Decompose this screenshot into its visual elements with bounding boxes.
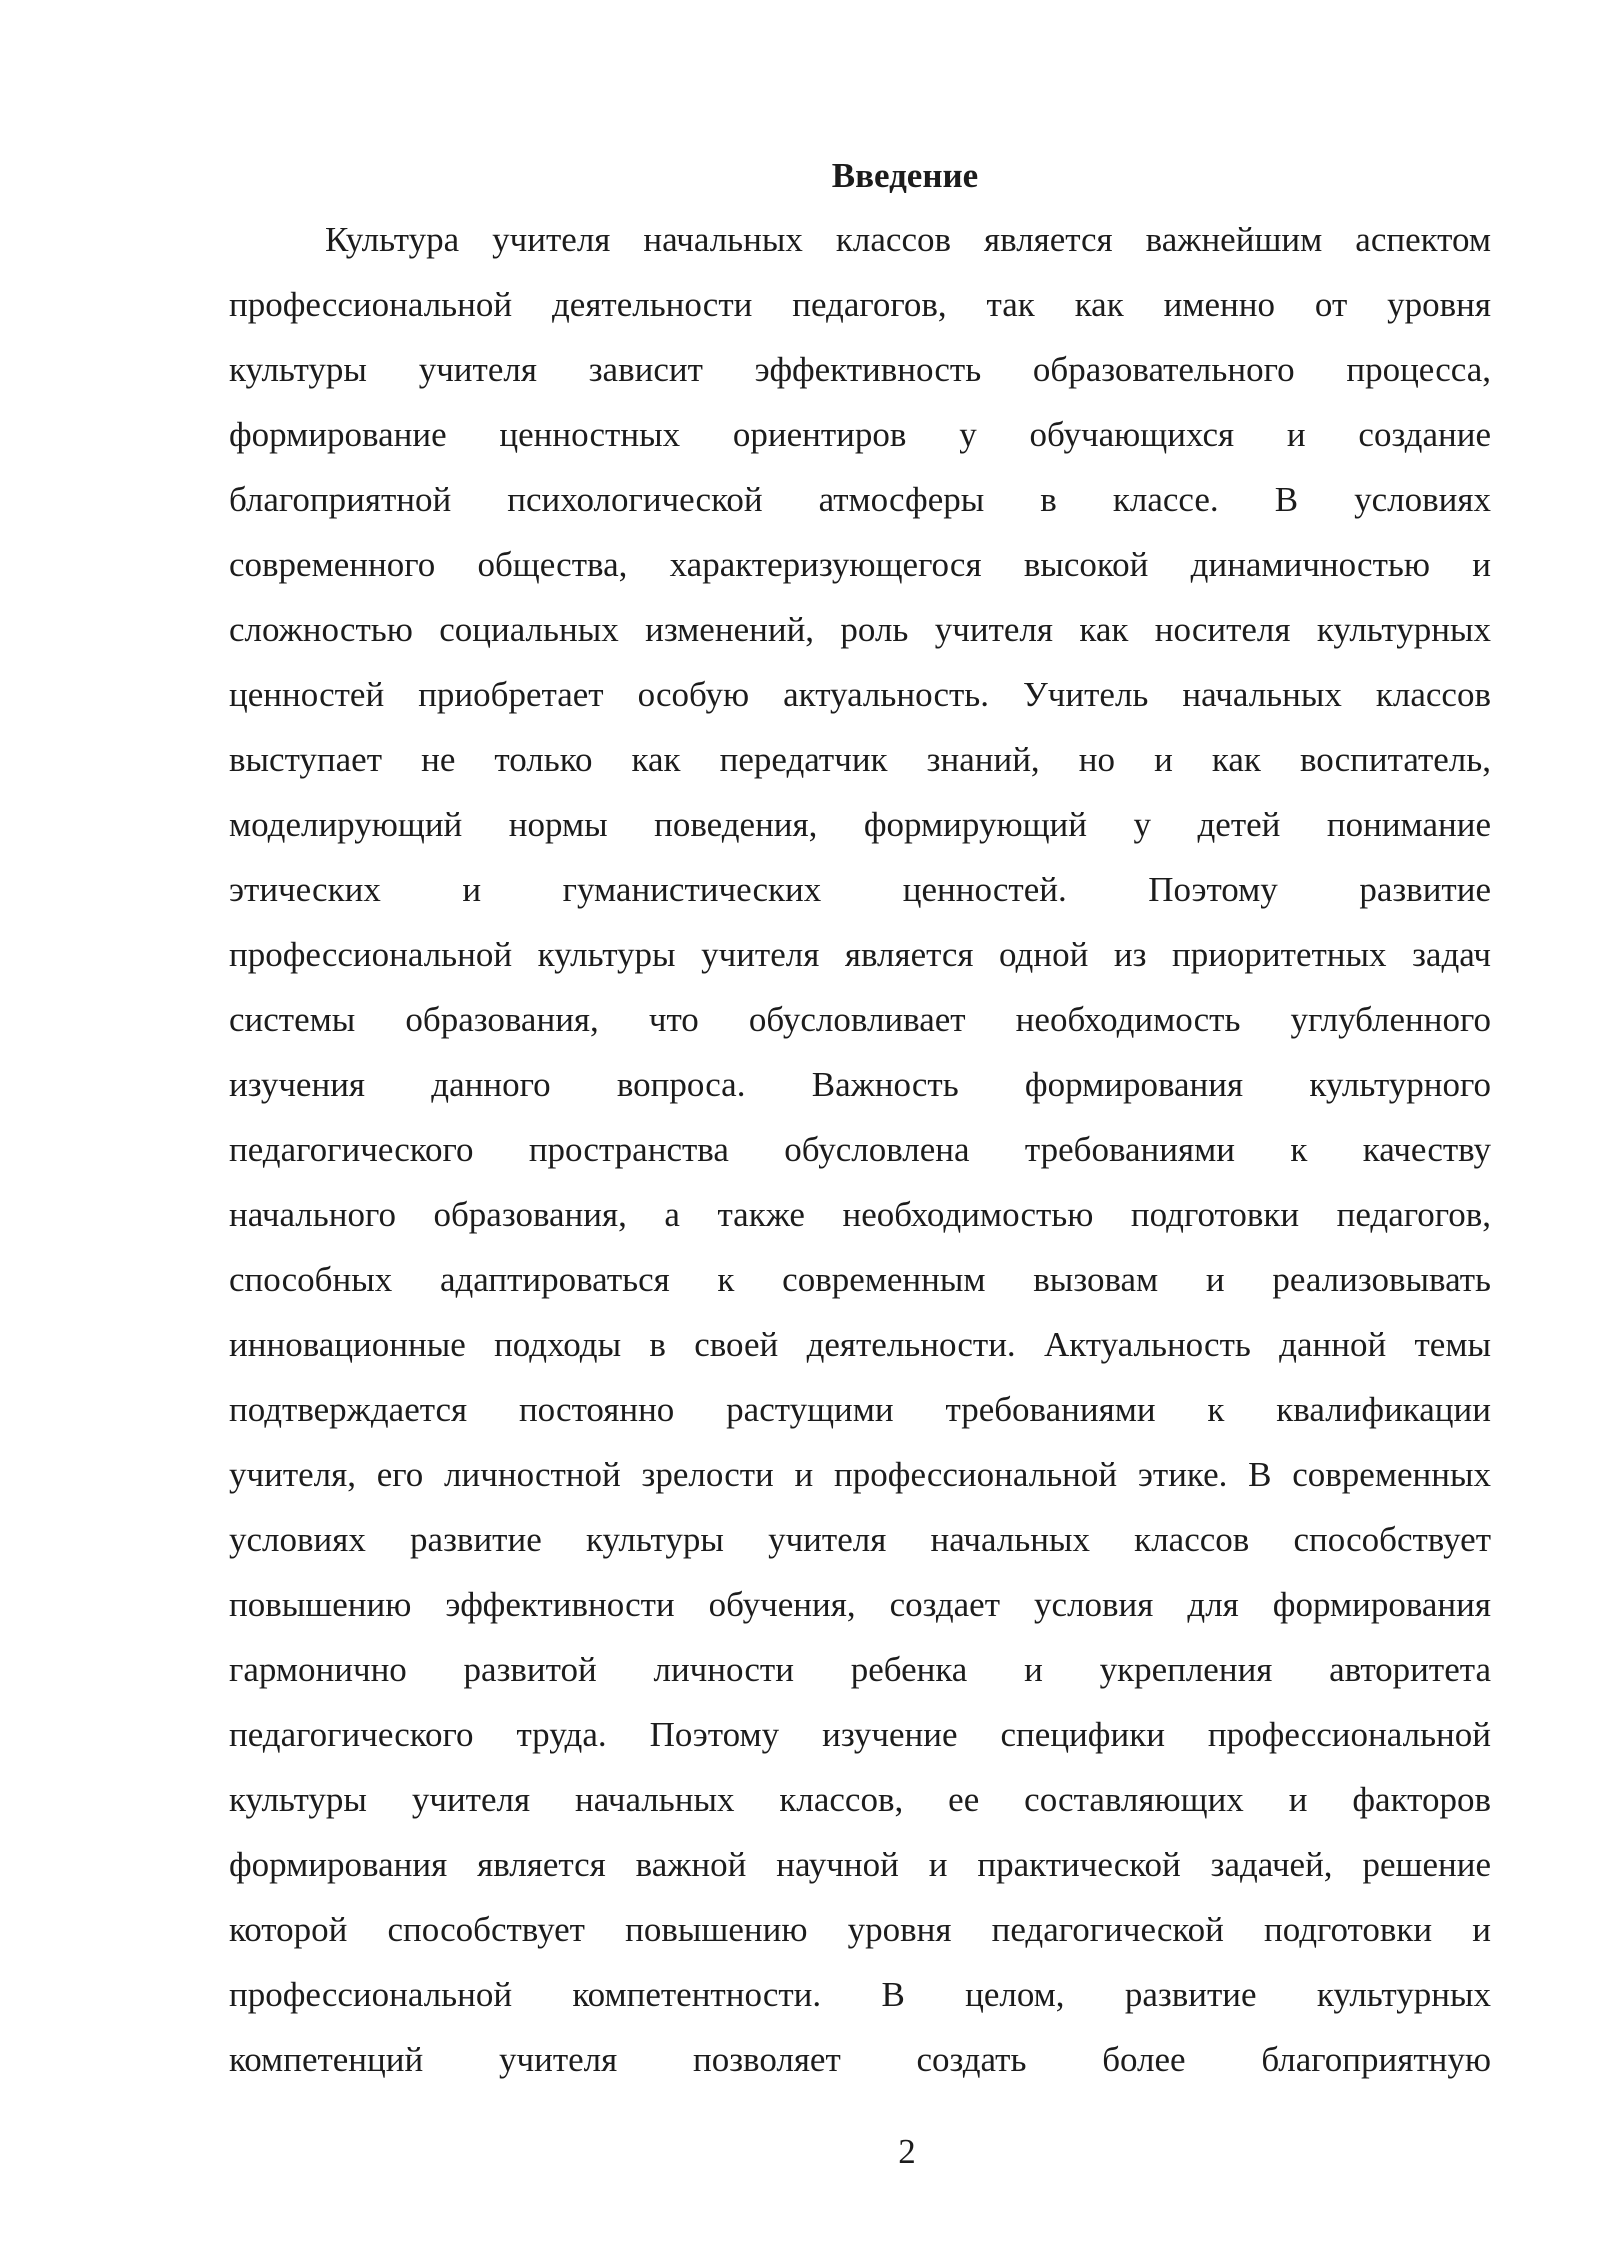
text-line: педагогического пространства обусловлена требованиями к качеству [229,1130,1491,1169]
page-number: 2 [898,2132,916,2171]
text-line: инновационные подходы в своей деятельности. Актуальность данной темы [229,1325,1491,1364]
text-line: повышению эффективности обучения, создает условия для формирования [229,1585,1491,1624]
text-line: профессиональной культуры учителя является одной из приоритетных задач [229,935,1491,974]
text-line: профессиональной деятельности педагогов, так как именно от уровня [229,285,1491,324]
text-line: ценностей приобретает особую актуальность. Учитель начальных классов [229,675,1491,714]
text-line: этических и гуманистических ценностей. Поэтому развитие [229,870,1491,909]
text-line: педагогического труда. Поэтому изучение специфики профессиональной [229,1715,1491,1754]
text-line: которой способствует повышению уровня педагогической подготовки и [229,1910,1491,1949]
text-line: учителя, его личностной зрелости и профессиональной этике. В современных [229,1455,1491,1494]
text-line: современного общества, характеризующегося высокой динамичностью и [229,545,1491,584]
text-line: культуры учителя начальных классов, ее составляющих и факторов [229,1780,1491,1819]
text-line: выступает не только как передатчик знаний, но и как воспитатель, [229,740,1491,779]
text-line: культуры учителя зависит эффективность образовательного процесса, [229,350,1491,389]
text-line: компетенций учителя позволяет создать более благоприятную [229,2040,1491,2079]
page-title: Введение [831,156,979,195]
text-line: начального образования, а также необходимостью подготовки педагогов, [229,1195,1491,1234]
body-paragraph [229,207,1491,2092]
text-line: условиях развитие культуры учителя начальных классов способствует [229,1520,1491,1559]
text-line: формирование ценностных ориентиров у обучающихся и создание [229,415,1491,454]
text-line: гармонично развитой личности ребенка и укрепления авторитета [229,1650,1491,1689]
text-line: Культура учителя начальных классов является важнейшим аспектом [325,220,1491,259]
text-line: системы образования, что обусловливает необходимость углубленного [229,1000,1491,1039]
text-line: способных адаптироваться к современным вызовам и реализовывать [229,1260,1491,1299]
text-line: благоприятной психологической атмосферы в классе. В условиях [229,480,1491,519]
text-line: моделирующий нормы поведения, формирующий у детей понимание [229,805,1491,844]
text-line: формирования является важной научной и практической задачей, решение [229,1845,1491,1884]
text-line: подтверждается постоянно растущими требованиями к квалификации [229,1390,1491,1429]
text-line: изучения данного вопроса. Важность формирования культурного [229,1065,1491,1104]
text-line: сложностью социальных изменений, роль учителя как носителя культурных [229,610,1491,649]
text-line: профессиональной компетентности. В целом, развитие культурных [229,1975,1491,2014]
